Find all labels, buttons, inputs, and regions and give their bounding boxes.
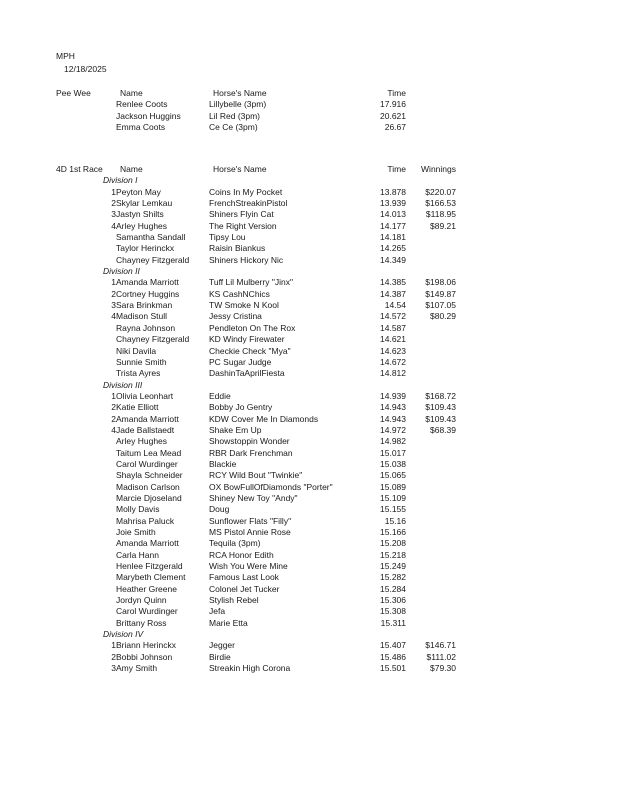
table-row	[103, 391, 456, 402]
cell-rank	[103, 606, 116, 617]
cell-name: Jastyn Shilts	[116, 209, 164, 220]
table-row	[103, 538, 456, 549]
cell-horse: RBR Dark Frenchman	[209, 447, 293, 458]
cell-time: 15.486	[380, 651, 406, 662]
cell-name: Taylor Herinckx	[116, 243, 175, 254]
cell-winnings: $107.05	[425, 300, 456, 311]
cell-name: Skylar Lemkau	[116, 198, 173, 209]
cell-rank	[103, 584, 116, 595]
cell-rank	[103, 504, 116, 515]
cell-time: 14.013	[380, 209, 406, 220]
cell-winnings: $166.53	[425, 198, 456, 209]
column-header-winnings: Winnings	[421, 164, 456, 174]
cell-rank: 1	[111, 277, 116, 288]
cell-horse: Showstoppin Wonder	[209, 436, 290, 447]
cell-winnings	[406, 482, 456, 493]
cell-horse: Colonel Jet Tucker	[209, 583, 280, 594]
cell-winnings	[406, 493, 456, 504]
cell-winnings	[406, 606, 456, 617]
division-header-row	[103, 629, 456, 640]
cell-rank: 2	[111, 198, 116, 209]
division-header-row	[103, 266, 456, 277]
cell-rank	[103, 561, 116, 572]
cell-winnings	[406, 572, 456, 583]
table-row	[103, 572, 456, 583]
cell-time: 15.282	[380, 572, 406, 583]
cell-time: 15.249	[380, 561, 406, 572]
cell-rank	[103, 243, 116, 254]
table-row	[103, 323, 456, 334]
cell-winnings	[406, 470, 456, 481]
cell-winnings: $146.71	[425, 640, 456, 651]
table-row	[103, 99, 456, 110]
cell-rank	[103, 618, 116, 629]
cell-winnings: $198.06	[425, 277, 456, 288]
cell-time: 15.109	[380, 492, 406, 503]
column-header-rank	[103, 164, 116, 175]
cell-time: 15.038	[380, 458, 406, 469]
table-row	[103, 402, 456, 413]
cell-time: 15.284	[380, 583, 406, 594]
table-row	[103, 436, 456, 447]
cell-horse: RCY Wild Bout "Twinkie"	[209, 470, 303, 481]
cell-horse: Coins In My Pocket	[209, 186, 283, 197]
cell-horse: Jessy Cristina	[209, 311, 262, 322]
cell-winnings: $89.21	[430, 220, 456, 231]
cell-rank	[103, 527, 116, 538]
cell-time: 14.812	[380, 368, 406, 379]
table-row	[103, 584, 456, 595]
cell-time: 14.387	[380, 288, 406, 299]
cell-rank: 3	[111, 209, 116, 220]
table-row	[103, 663, 456, 674]
cell-horse: Shiners Hickory Nic	[209, 254, 284, 265]
cell-time: 15.089	[380, 481, 406, 492]
table-row	[103, 111, 456, 122]
cell-rank: 2	[111, 413, 116, 424]
cell-horse: TW Smoke N Kool	[209, 300, 279, 311]
cell-time: 14.385	[380, 277, 406, 288]
table-row	[103, 550, 456, 561]
section-label: 4D 1st Race	[56, 164, 103, 174]
section-label: Pee Wee	[56, 88, 91, 98]
cell-rank	[103, 516, 116, 527]
cell-rank: 1	[111, 186, 116, 197]
cell-rank: 3	[111, 663, 116, 674]
cell-time: 14.982	[380, 436, 406, 447]
cell-winnings	[406, 538, 456, 549]
table-row	[103, 516, 456, 527]
cell-time: 15.306	[380, 595, 406, 606]
cell-horse: Streakin High Corona	[209, 663, 291, 674]
cell-rank	[103, 538, 116, 549]
cell-name: Marcie Djoseland	[116, 492, 182, 503]
cell-horse: The Right Version	[209, 220, 277, 231]
cell-winnings: $220.07	[425, 186, 456, 197]
table-row	[103, 243, 456, 254]
cell-horse: Wish You Were Mine	[209, 561, 288, 572]
table-row	[103, 334, 456, 345]
cell-horse: Ce Ce (3pm)	[209, 122, 258, 133]
cell-horse: Doug	[209, 504, 230, 515]
cell-horse: Jegger	[209, 640, 235, 651]
table-row	[103, 209, 456, 220]
table-row	[103, 368, 456, 379]
cell-winnings	[406, 334, 456, 345]
cell-horse: Shiners Flyin Cat	[209, 209, 274, 220]
cell-name: Carla Hann	[116, 549, 159, 560]
cell-time: 14.181	[380, 232, 406, 243]
column-header-rank	[103, 88, 116, 99]
cell-rank	[103, 323, 116, 334]
column-header-horse: Horse's Name	[213, 164, 267, 174]
table-header-row	[103, 164, 456, 175]
cell-horse: Blackie	[209, 458, 237, 469]
table-row	[103, 504, 456, 515]
cell-winnings	[406, 346, 456, 357]
cell-winnings	[406, 99, 456, 110]
cell-name: Chayney Fitzgerald	[116, 254, 190, 265]
cell-horse: KDW Cover Me In Diamonds	[209, 413, 319, 424]
cell-winnings	[406, 459, 456, 470]
column-header-horse: Horse's Name	[213, 88, 267, 98]
cell-name: Joie Smith	[116, 527, 156, 537]
cell-time: 15.16	[384, 515, 406, 526]
cell-time: 15.166	[380, 527, 406, 537]
cell-horse: Raisin Biankus	[209, 243, 266, 254]
cell-horse: PC Sugar Judge	[209, 356, 272, 367]
results-table	[103, 88, 456, 133]
cell-horse: Shake Em Up	[209, 424, 262, 435]
cell-horse: FrenchStreakinPistol	[209, 198, 288, 209]
cell-horse: Checkie Check "Mya"	[209, 345, 291, 356]
cell-winnings	[406, 584, 456, 595]
cell-name: Olivia Leonhart	[116, 390, 174, 401]
division-header-row	[103, 380, 456, 391]
cell-rank	[103, 357, 116, 368]
cell-horse: Stylish Rebel	[209, 595, 259, 606]
cell-horse: Famous Last Look	[209, 572, 279, 583]
cell-name: Arley Hughes	[116, 220, 168, 231]
cell-time: 17.916	[380, 99, 406, 110]
cell-name: Jordyn Quinn	[116, 595, 167, 606]
cell-winnings: $149.87	[425, 288, 456, 299]
cell-winnings	[406, 595, 456, 606]
cell-name: Mahrisa Paluck	[116, 515, 175, 526]
cell-name: Arley Hughes	[116, 436, 168, 447]
cell-name: Amanda Marriott	[116, 538, 179, 549]
cell-rank: 4	[111, 311, 116, 322]
table-row	[103, 122, 456, 133]
cell-horse: Jefa	[209, 606, 226, 617]
cell-time: 15.017	[380, 447, 406, 458]
cell-name: Heather Greene	[116, 583, 177, 594]
results-table	[103, 164, 456, 674]
division-header-row	[103, 175, 456, 186]
cell-name: Madison Stull	[116, 311, 168, 322]
column-header-time: Time	[387, 88, 406, 98]
cell-name: Carol Wurdinger	[116, 606, 178, 617]
table-row	[103, 606, 456, 617]
cell-name: Amanda Marriott	[116, 413, 179, 424]
cell-winnings	[406, 436, 456, 447]
cell-name: Briann Herinckx	[116, 640, 176, 651]
cell-winnings: $79.30	[430, 663, 456, 674]
cell-name: Shayla Schneider	[116, 470, 183, 481]
column-header-winnings	[406, 88, 456, 99]
cell-time: 15.501	[380, 663, 406, 674]
cell-name: Emma Coots	[116, 122, 166, 133]
division-label: Division IV	[103, 629, 144, 640]
cell-time: 14.621	[380, 334, 406, 345]
table-row	[103, 652, 456, 663]
cell-horse: Sunflower Flats "Filly"	[209, 515, 292, 526]
cell-name: Samantha Sandall	[116, 232, 186, 243]
cell-rank	[103, 99, 116, 110]
cell-time: 14.349	[380, 254, 406, 265]
cell-horse: MS Pistol Annie Rose	[209, 527, 291, 537]
cell-winnings	[406, 448, 456, 459]
table-row	[103, 595, 456, 606]
division-label: Division III	[103, 379, 143, 390]
cell-winnings	[406, 122, 456, 133]
cell-rank	[103, 255, 116, 266]
cell-winnings	[406, 357, 456, 368]
cell-time: 14.972	[380, 424, 406, 435]
cell-time: 14.939	[380, 390, 406, 401]
cell-name: Trista Ayres	[116, 368, 161, 379]
cell-name: Jade Ballstaedt	[116, 424, 175, 435]
cell-time: 14.672	[380, 356, 406, 367]
cell-winnings	[406, 232, 456, 243]
cell-time: 14.54	[384, 300, 406, 311]
cell-name: Sunnie Smith	[116, 356, 167, 367]
cell-rank: 4	[111, 220, 116, 231]
cell-horse: Birdie	[209, 651, 231, 662]
cell-rank	[103, 122, 116, 133]
cell-horse: DashinTaAprilFiesta	[209, 368, 285, 379]
cell-winnings	[406, 516, 456, 527]
division-label: Division I	[103, 175, 138, 186]
cell-winnings: $68.39	[430, 424, 456, 435]
cell-horse: Shiney New Toy "Andy"	[209, 492, 298, 503]
document-title: MPH	[56, 51, 75, 61]
cell-rank	[103, 368, 116, 379]
table-row	[103, 300, 456, 311]
cell-rank: 2	[111, 651, 116, 662]
cell-rank: 1	[111, 640, 116, 651]
cell-name: Molly Davis	[116, 504, 160, 515]
cell-name: Henlee Fitzgerald	[116, 561, 183, 572]
table-row	[103, 561, 456, 572]
column-header-time: Time	[387, 164, 406, 174]
cell-horse: Lil Red (3pm)	[209, 110, 261, 121]
cell-winnings	[406, 111, 456, 122]
document-date: 12/18/2025	[64, 64, 107, 74]
cell-time: 14.943	[380, 402, 406, 413]
cell-name: Renlee Coots	[116, 99, 168, 110]
table-row	[103, 289, 456, 300]
cell-rank	[103, 448, 116, 459]
cell-rank	[103, 595, 116, 606]
cell-name: Taitum Lea Mead	[116, 447, 182, 458]
cell-time: 13.878	[380, 186, 406, 197]
cell-horse: Tipsy Lou	[209, 232, 246, 243]
cell-time: 13.939	[380, 198, 406, 209]
cell-name: Amanda Marriott	[116, 277, 179, 288]
cell-horse: Marie Etta	[209, 617, 248, 628]
cell-horse: RCA Honor Edith	[209, 549, 274, 560]
cell-winnings: $168.72	[425, 390, 456, 401]
cell-time: 26.67	[384, 122, 406, 133]
cell-name: Madison Carlson	[116, 481, 180, 492]
cell-winnings	[406, 550, 456, 561]
cell-time: 14.265	[380, 243, 406, 254]
cell-horse: Pendleton On The Rox	[209, 322, 296, 333]
cell-rank: 3	[111, 300, 116, 311]
table-row	[103, 618, 456, 629]
cell-name: Peyton May	[116, 186, 161, 197]
cell-winnings: $109.43	[425, 413, 456, 424]
table-row	[103, 232, 456, 243]
table-row	[103, 255, 456, 266]
cell-name: Niki Davila	[116, 345, 157, 356]
cell-time: 15.155	[380, 504, 406, 515]
cell-rank	[103, 346, 116, 357]
table-row	[103, 346, 456, 357]
cell-time: 14.177	[380, 220, 406, 231]
cell-rank	[103, 436, 116, 447]
cell-winnings: $118.95	[425, 209, 456, 220]
cell-rank	[103, 482, 116, 493]
table-row	[103, 640, 456, 651]
cell-time: 15.208	[380, 538, 406, 549]
cell-name: Chayney Fitzgerald	[116, 334, 190, 345]
cell-winnings	[406, 243, 456, 254]
cell-time: 20.621	[380, 110, 406, 121]
table-row	[103, 277, 456, 288]
table-row	[103, 414, 456, 425]
table-row	[103, 425, 456, 436]
cell-horse: KD Windy Firewater	[209, 334, 285, 345]
table-row	[103, 448, 456, 459]
cell-rank	[103, 232, 116, 243]
cell-name: Katie Elliott	[116, 402, 159, 413]
cell-winnings: $109.43	[425, 402, 456, 413]
cell-horse: Lillybelle (3pm)	[209, 99, 267, 110]
cell-winnings	[406, 368, 456, 379]
cell-name: Cortney Huggins	[116, 288, 180, 299]
table-row	[103, 470, 456, 481]
cell-horse: Eddie	[209, 390, 231, 401]
division-label: Division II	[103, 266, 140, 277]
cell-rank	[103, 470, 116, 481]
cell-rank	[103, 550, 116, 561]
cell-rank	[103, 111, 116, 122]
table-row	[103, 311, 456, 322]
cell-rank	[103, 572, 116, 583]
cell-horse: Tuff Lil Mulberry "Jinx"	[209, 277, 293, 288]
cell-winnings	[406, 255, 456, 266]
column-header-name: Name	[120, 88, 143, 98]
cell-time: 14.587	[380, 322, 406, 333]
cell-winnings	[406, 527, 456, 538]
cell-winnings: $80.29	[430, 311, 456, 322]
table-header-row	[103, 88, 456, 99]
table-row	[103, 482, 456, 493]
cell-horse: OX BowFullOfDiamonds "Porter"	[209, 481, 333, 492]
cell-time: 14.572	[380, 311, 406, 322]
table-row	[103, 187, 456, 198]
cell-time: 14.943	[380, 413, 406, 424]
cell-winnings	[406, 504, 456, 515]
table-row	[103, 527, 456, 538]
cell-name: Brittany Ross	[116, 617, 167, 628]
cell-name: Jackson Huggins	[116, 110, 181, 121]
cell-winnings	[406, 561, 456, 572]
cell-time: 15.311	[380, 617, 406, 628]
cell-rank: 4	[111, 424, 116, 435]
cell-winnings	[406, 618, 456, 629]
cell-rank	[103, 459, 116, 470]
cell-name: Marybeth Clement	[116, 572, 186, 583]
cell-winnings: $111.02	[426, 651, 456, 662]
table-row	[103, 221, 456, 232]
cell-horse: Tequila (3pm)	[209, 538, 261, 549]
cell-name: Sara Brinkman	[116, 300, 173, 311]
cell-horse: KS CashNChics	[209, 288, 270, 299]
cell-time: 15.218	[380, 549, 406, 560]
cell-name: Bobbi Johnson	[116, 651, 173, 662]
cell-rank: 2	[111, 288, 116, 299]
cell-time: 15.407	[380, 640, 406, 651]
table-row	[103, 198, 456, 209]
table-row	[103, 493, 456, 504]
cell-name: Carol Wurdinger	[116, 458, 178, 469]
cell-time: 15.308	[380, 606, 406, 617]
cell-horse: Bobby Jo Gentry	[209, 402, 273, 413]
cell-rank	[103, 493, 116, 504]
cell-time: 14.623	[380, 345, 406, 356]
cell-name: Amy Smith	[116, 663, 158, 674]
cell-name: Rayna Johnson	[116, 322, 176, 333]
cell-winnings	[406, 323, 456, 334]
cell-rank	[103, 334, 116, 345]
table-row	[103, 459, 456, 470]
table-row	[103, 357, 456, 368]
document-meta	[56, 50, 107, 76]
cell-rank: 2	[111, 402, 116, 413]
cell-time: 15.065	[380, 470, 406, 481]
column-header-name: Name	[120, 164, 143, 174]
cell-rank: 1	[111, 390, 116, 401]
